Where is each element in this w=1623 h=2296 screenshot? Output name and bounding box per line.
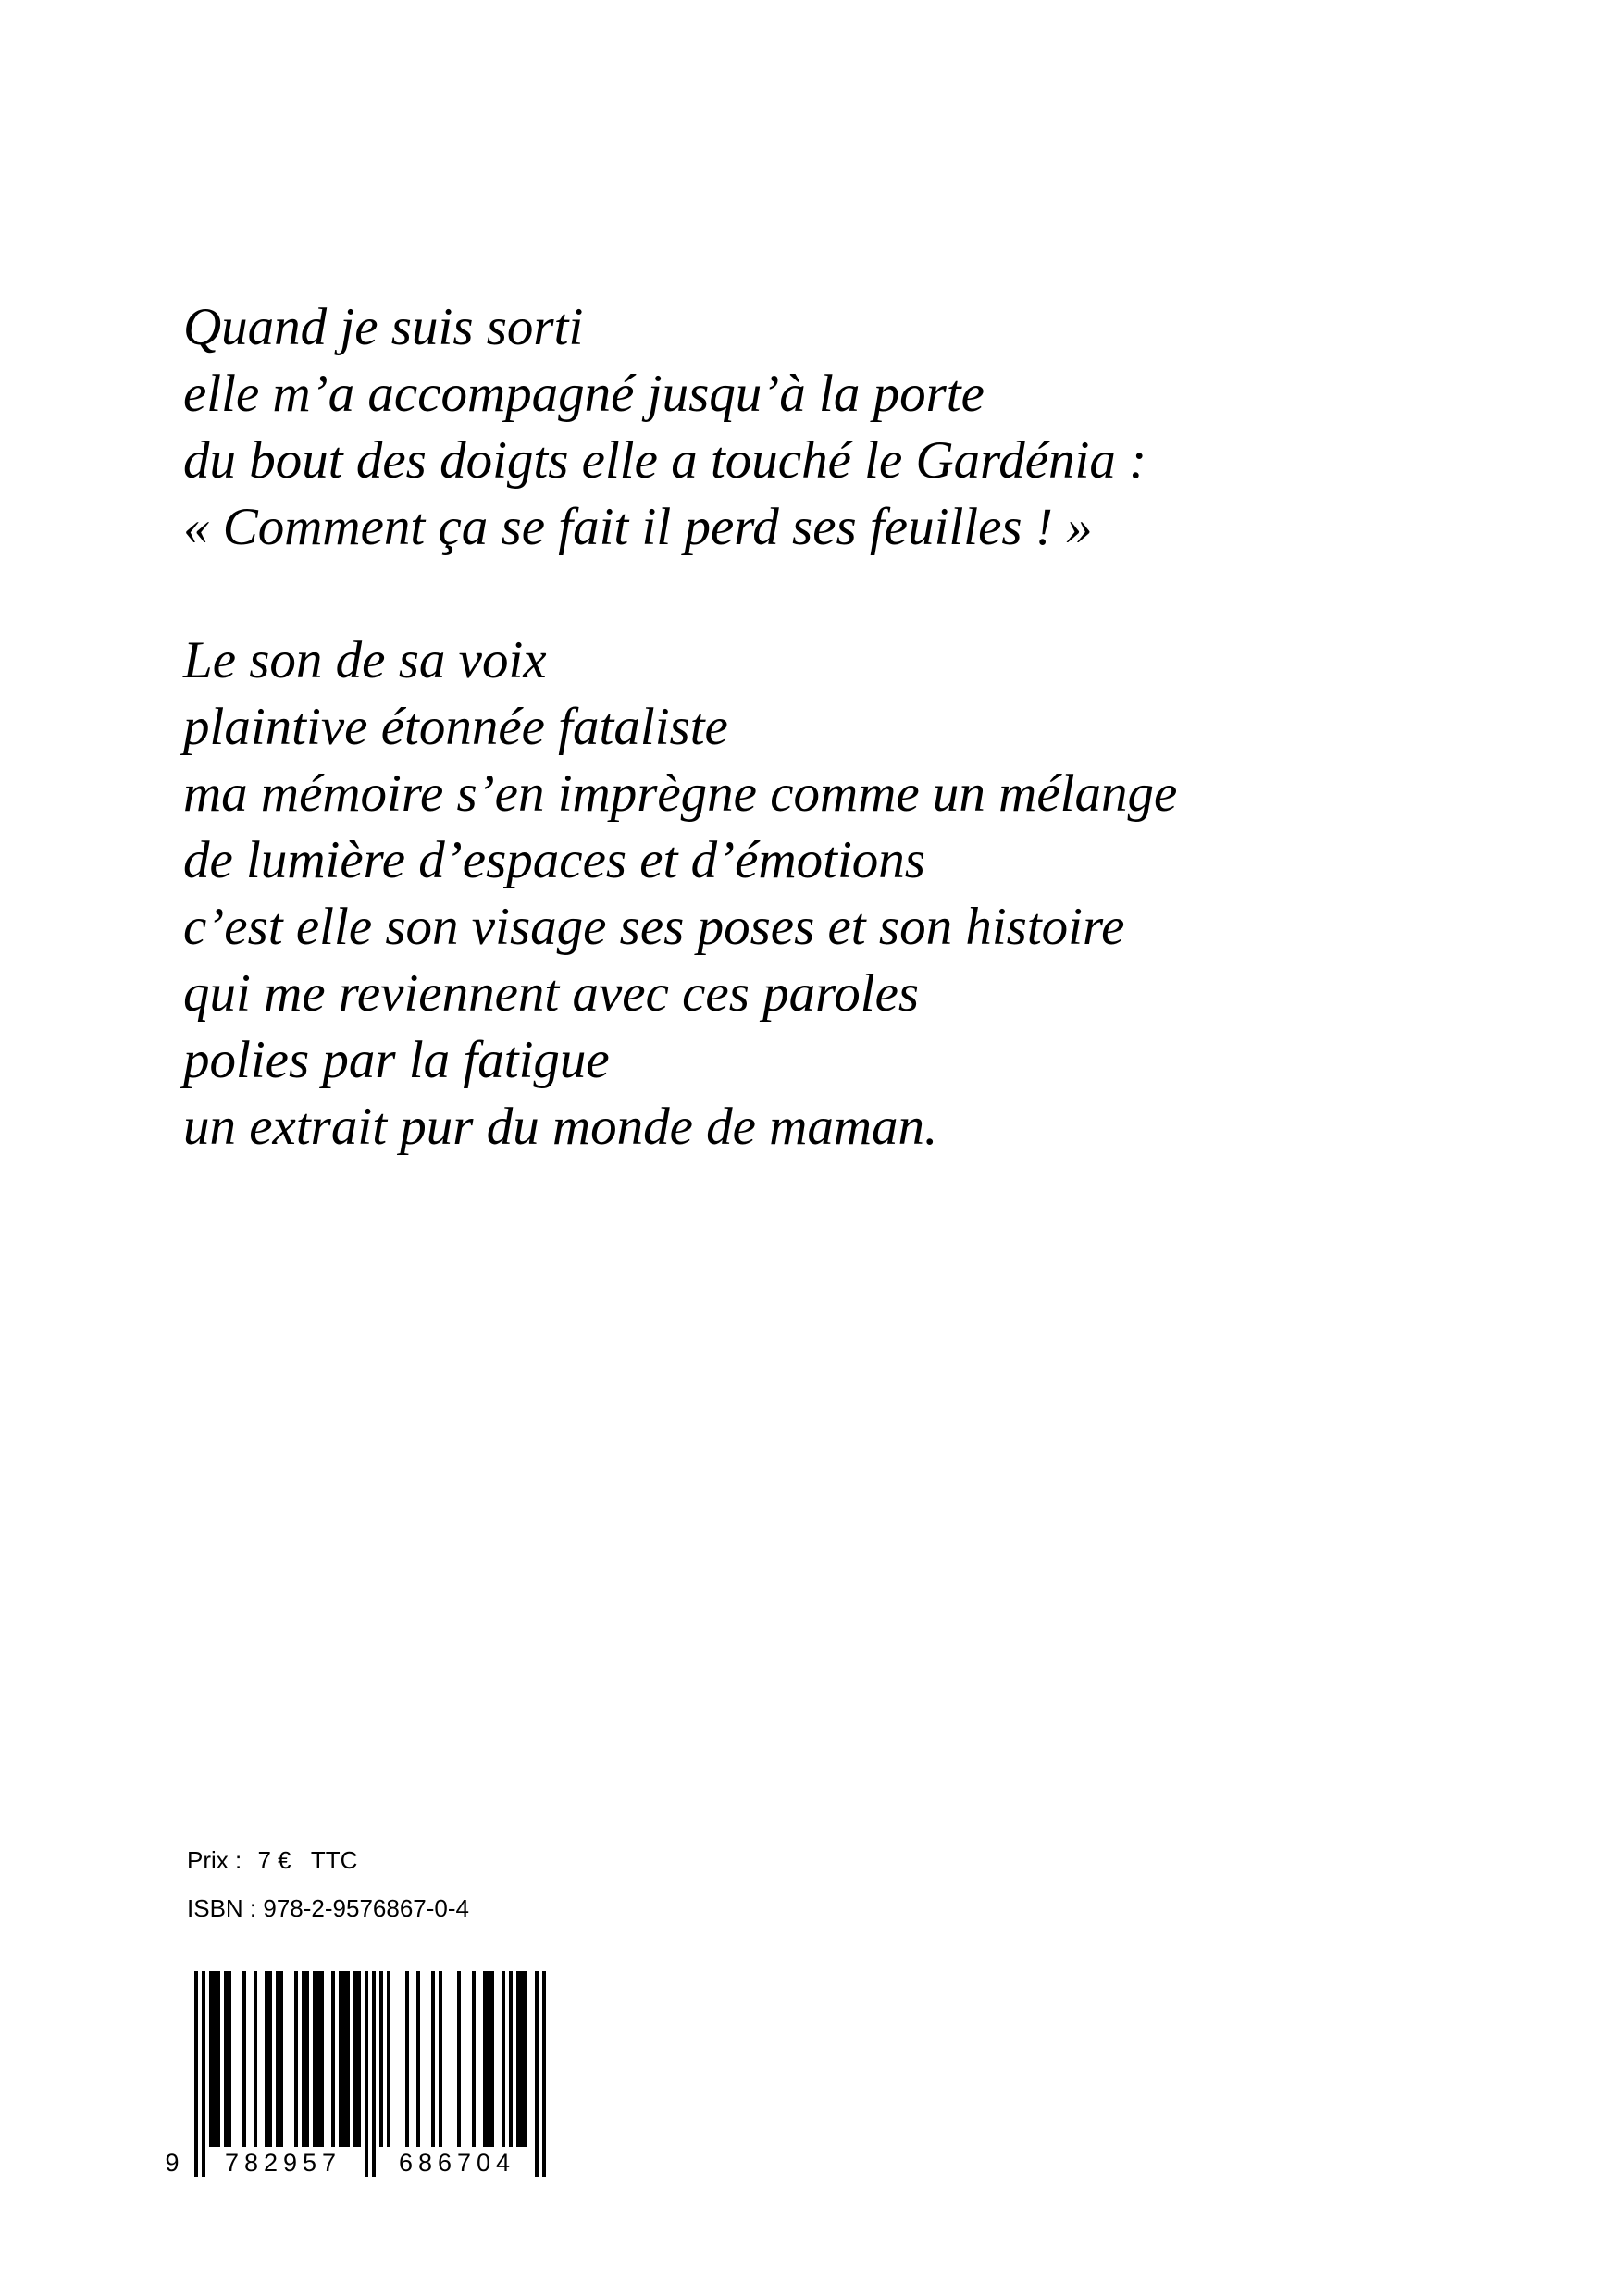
barcode-bar (502, 1971, 505, 2147)
poem-line: de lumière d’espaces et d’émotions (183, 831, 925, 889)
barcode-bar (520, 1971, 524, 2147)
barcode-bar (302, 1971, 305, 2147)
barcode-bar (316, 1971, 320, 2147)
barcode-bar (313, 1971, 316, 2147)
barcode-bar (439, 1971, 442, 2147)
barcode-bar (217, 1971, 220, 2147)
barcode-bar (294, 1971, 298, 2147)
price-label: Prix : (187, 1846, 242, 1874)
poem-line: du bout des doigts elle a touché le Gardénia : (183, 431, 1147, 490)
barcode-bar (209, 1971, 213, 2147)
barcode-bar (342, 1971, 346, 2147)
barcode-bar (357, 1971, 361, 2147)
isbn-line (187, 1894, 469, 1922)
poem-line: elle m’a accompagné jusqu’à la porte (183, 365, 985, 423)
barcode-guard-bar (202, 1971, 205, 2177)
poem-line: polies par la fatigue (183, 1031, 610, 1089)
barcode-graphic (163, 1971, 626, 2190)
barcode-bar (213, 1971, 217, 2147)
barcode-guard-bar (535, 1971, 539, 2177)
barcode-guard-bar (542, 1971, 546, 2177)
poem-stanza-1 (183, 294, 1571, 561)
poem-line: « Comment ça se fait il perd ses feuilles ! » (183, 498, 1093, 556)
barcode-bar (276, 1971, 279, 2147)
barcode-bar (346, 1971, 350, 2147)
barcode-bar (379, 1971, 383, 2147)
barcode-bar (242, 1971, 246, 2147)
poem-line: un extrait pur du monde de maman. (183, 1098, 938, 1156)
poem-line: c’est elle son visage ses poses et son histoire (183, 898, 1125, 956)
barcode-bar (487, 1971, 490, 2147)
poem-line: plaintive étonnée fataliste (183, 698, 728, 756)
barcode-bar (268, 1971, 272, 2147)
barcode-bar (254, 1971, 257, 2147)
barcode-digits-group-3: 686704 (398, 2149, 516, 2177)
barcode-bar (516, 1971, 520, 2147)
barcode-digits-group-2: 782957 (224, 2149, 342, 2177)
barcode-bar (331, 1971, 335, 2147)
isbn-label: ISBN : (187, 1894, 257, 1922)
poem (183, 294, 1571, 1160)
isbn-barcode (163, 1971, 626, 2190)
barcode-guard-bar (372, 1971, 376, 2177)
barcode-bar (339, 1971, 342, 2147)
barcode-bar (457, 1971, 461, 2147)
barcode-bar (405, 1971, 409, 2147)
barcode-bar (279, 1971, 283, 2147)
barcode-guard-bar (194, 1971, 198, 2177)
barcode-digits-group-1: 9 (165, 2149, 180, 2177)
barcode-bar (320, 1971, 324, 2147)
barcode-bar (472, 1971, 476, 2147)
barcode-guard-bar (365, 1971, 368, 2177)
barcode-bar (483, 1971, 487, 2147)
poem-line: Le son de sa voix (183, 631, 547, 689)
barcode-bar (431, 1971, 435, 2147)
barcode-bar (353, 1971, 357, 2147)
barcode-bar (228, 1971, 231, 2147)
poem-stanza-2 (183, 627, 1571, 1160)
barcode-bar (416, 1971, 420, 2147)
price-suffix: TTC (310, 1846, 358, 1874)
barcode-bar (524, 1971, 527, 2147)
barcode-bar (490, 1971, 494, 2147)
poem-line: ma mémoire s’en imprègne comme un mélange (183, 764, 1178, 823)
barcode-bar (224, 1971, 228, 2147)
price-line (187, 1846, 357, 1874)
barcode-bar (387, 1971, 390, 2147)
poem-line: qui me reviennent avec ces paroles (183, 964, 920, 1023)
isbn-value: 978-2-9576867-0-4 (263, 1894, 469, 1922)
poem-line: Quand je suis sorti (183, 298, 584, 356)
barcode-bar (509, 1971, 513, 2147)
barcode-bar (305, 1971, 309, 2147)
price-value: 7 € (257, 1846, 291, 1874)
barcode-bar (265, 1971, 268, 2147)
